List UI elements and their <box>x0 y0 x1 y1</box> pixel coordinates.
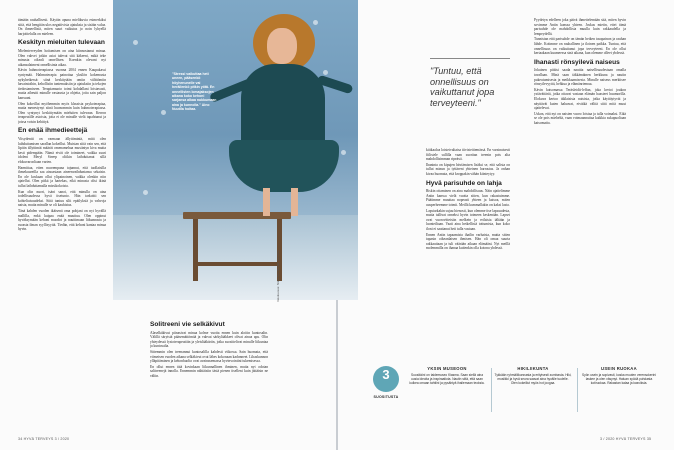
body-paragraph: Ihaninta on kipujen häviämisen lisäksi se, että salista on tullut minun ja tyttäreni yhteinen harrastus. Ja onhan kivaa huomata, että kroppakin vähän kiinteytyy. <box>426 162 510 176</box>
left-column-1 <box>18 18 106 430</box>
right-page-footer: 3 / 2020 HYVÄ TERVEYS 35 <box>600 437 652 441</box>
water-drop <box>341 150 346 155</box>
badge-number: 3 <box>382 367 390 382</box>
recommendation-box <box>494 366 572 414</box>
body-paragraph: Olen kokeillut myöhemmin myös klassista psykoterapiaa, mutta menestynyt siinä huonommin kuin hahmoterapiassa. Olen syntynyt keskittymään mieluiten tulevaan. Kerron terapeutille asioista, joita ei ole minulle vielä tapahtunut ja joissa voisin kehittyä. <box>18 101 106 124</box>
body-paragraph: En ollut ennen tätä kovinkaan liikunnallinen ihminen, mutta nyt odotan salitreenejä innolla. Ennemmin nähtäisiin tästä pienen itselleni kuin jättäisin ne väliin. <box>150 364 268 378</box>
body-paragraph: Viisydentti on varmaan ällyttimintä, mitä olen laihduttamisen sarallan kokeillut. Muistan siitä vain sen, että lipitin ällyttimät määrät omenamehua mustintyn kiva mutta kesti pidempään. Nämä eivät ole toimineet, vaikka suuri idoleni Meryl Streep oliikin laihduttanut sillä elokuvarooliaan varten. <box>18 137 106 165</box>
portrait-photo <box>113 0 358 300</box>
water-drop <box>323 70 328 75</box>
recommendation-box <box>580 366 658 414</box>
heading-ihmedieetit: En enää ihmedieettejä <box>18 127 88 135</box>
box-divider <box>491 368 492 412</box>
body-paragraph: Tunnistan että parisuhde on tämän hetken tasapainon ja rauhan lähde. Kotimme on rauhallinen ja iloinen paikka. Tuntuu, että onnellisuus on vaikuttanut jopa terveyteeni. En ole ollut kertaakaan kuumeessa sinä aikana, kun olemme olleet yhdessä. <box>534 37 626 56</box>
body-paragraph: Ennen Antin tapaamista ihailin varhaista, mutta sitten tapasin oikeanlaisen ihmisen. Hän oli omaa suurta rakkauttaan ja tuli väärään aikaan elämääni. Nyt meillä molemmilla on ihanaa kuitenkin olla kotona yhdessä. <box>426 232 510 251</box>
face <box>267 28 297 64</box>
quote-rule <box>430 58 510 59</box>
bench <box>183 212 291 219</box>
body-paragraph: kiitkaaloa loisteivaltaisa tiivisteitiemässä. En varsinaisesti fiilistele sallilla vaan suoritan treenin pois alta mahdollisimman ripeästi. <box>426 148 510 162</box>
bench-leg <box>193 219 198 281</box>
intro-paragraph: tämään rauhallisesti. Käytän apuna mielikuvia esimerkiksi siitä, että hengitän ulos negatiivisia ajatuksia ja sisään valoa. On ihmeellistä, miten suuri vaikutus jo noin lyhyellä harjoittelulla on mieleen. <box>18 18 106 36</box>
body-paragraph: Harmittaa, etten nuorempana tajunnut, että tuollaisilla ihmekuureilla saa ainoastaan aineenvaihduntansa sekaisin. En ole koskaan ollut ylipainoinen, vaikka olenkin niin ajatellut. Olen pitkä ja hartekas, eikä minusta olisi ikinä tullut laihduttamalla missikokoista. <box>18 165 106 188</box>
water-drop <box>161 110 166 115</box>
heading-naiseus: Ihanasti rönsyilevä naiseus <box>534 58 620 66</box>
dress-skirt <box>229 140 339 192</box>
leg <box>263 188 270 216</box>
photo-floor <box>113 215 358 300</box>
photo-credit: Valokuvaus: Niina Aho Meikki: Jari Aho <box>276 250 280 302</box>
body-paragraph: Mielenterveyden hoitamisen on aina kiinnostanut minua. Olen vahvei jotkin asiat tulevat sitä käkeeni, mikä teke minusta oikeali onnellisen. Koenkin olevani nyt aikansalaimeni onnellisinta aikaa. <box>18 48 106 67</box>
right-column-b <box>534 18 626 348</box>
heading-keskityn: Keskityn mieluiten tulevaan <box>18 39 105 47</box>
box-divider <box>577 368 578 412</box>
body-paragraph: Kävin katsomassa Teräsleidit-leffan, joka kertoi joukon ystävättäriä, jotka ottavat vastaan elämän haasteet huumorilla. Elokuva kertoo täklaisista naisista, jotka käyttäytyvät ja näyttävät kuten haluavat, eivätkä välitä siitä mitä muut ajattelevat. <box>534 87 626 111</box>
body-paragraph: Kävin hahmoterapiassa vuonna 2004 ennen Kaupukassi syntymää. Hahmoterapia painottaa yksilön kokemusta nykyhetkessä: siinä keskitytään omiin välittömiin havaintoihin, kehollisiin tuntemuksiin ja ajatuksiin ja tekojen tiedostamiseen. Terapiamuoto toimi kohdallani loistavasti, mutta aiheutti minulle vastausta ja ohjeita, joita sain paljon kanssani. <box>18 68 106 100</box>
body-paragraph: Jokainen pitäisi saada nauttia naisellisuudestaan omalla tavallaan. Minä saan täkkämäinen herkkuna ja nautin pukeutumisesta ja meikkaamisesta. Minulle naiseus merkitsee rönsyilevyyttä, hehkua ja elämänriemua. <box>534 68 626 87</box>
recommendations-badge <box>373 366 399 392</box>
right-column-a <box>426 148 510 356</box>
water-drop <box>133 40 138 45</box>
body-paragraph: Pyydetyn edelleen joka päivä ihmettelemään sitä, miten hyvin sovimme Antin kanssa yhteen. Joskus mietin, ettei tämä parisuhde ole mahdollista muulla kuin rakkaudella ja lempeydellä. <box>534 18 626 36</box>
heading-solitreeni: Solitreeni vie selkäkivut <box>150 321 225 328</box>
recommendation-text: Syön usein ja sopivasti, koska muuten verensokerini laskee ja olen väsynyt. Haluan syödä puhdasta kotiruokaa. Rakastan kalaa ja kasviksia. <box>582 373 656 385</box>
photo-caption: "Stressi vaikuttaa heti uneen, pääsenkö höyhenunelle vai heräilenkö pitkin yötä. En onnellisten lomajaksojen aikana koko kehoni sarjansa alkaa nukkumaan aina ja kunnolla." Aino Nuutila hoitaa. <box>172 72 217 112</box>
recommendation-text: Tykkään ryhmäliikunnasta ja erityisesti zumbasta. Hiki, musiikki ja hyvä seura saavat aina hyvälle tuulelle. Olen kokeillut myös hot joogaa. <box>494 373 572 385</box>
bench-bar <box>195 262 279 266</box>
recommendation-title: HIKILIIKUNTA <box>517 366 549 371</box>
body-paragraph: Riskin ottaminen on aina mahdollisuus. Näin ajattelimme Antin kanssa vielä vuotta sitten, kun rakastuimme. Päätimme muuttaa nopeasti yhteen ja katsoa, miten uusperheemme toimii. Meillä kummallakin on kaksi lasta. <box>426 189 510 207</box>
body-paragraph: Kun olin nuori, isäni sanoi, että minulla on aina todellisuudessa hyvä itsetunto. Hän tarkoitti sen kohteliaisuudeksi. Siitä tuntuu silti epäilyksiä ja vahvoja naisia, mutta minulle se oli kauhistus. <box>18 189 106 208</box>
leg <box>291 188 298 216</box>
pull-quote: "Tuntuu, että onnellisuus on vaikuttanut jopa terveyteeni." <box>430 66 495 108</box>
water-drop <box>143 190 148 195</box>
recommendation-box <box>408 366 486 414</box>
middle-column <box>150 318 268 430</box>
left-page-footer: 34 HYVÄ TERVEYS 3 / 2020 <box>18 437 70 441</box>
body-paragraph: Uskon, että nyt on naisten vuoro loistaa ja tulla voimaksi. Eikä se ole pois mieheltä, vaan voimaannuttaa kaikkia sukupuoliaan katsomatta. <box>534 111 626 125</box>
body-paragraph: Tänä kahden vuoden ikäisenä oma pohjani on nyt hyvällä mallilla, enkä kaipaa enää muuttua. Olen oppinut hyväksymään kehoni muodot ja nauttimaan liikunnasta ja ruoasta ilman syyllisyyttä. Tiedän, että kehoni kantaa minua hyvin. <box>18 208 106 232</box>
recommendation-title: YKSIN MUSEOON <box>427 366 467 371</box>
body-paragraph: Lapsiarkakin sujuu hienosti, kun olemme itse lapsuudesta, mutta tullivat onneksi hyvin toimeen keskenään. Lapset ovat vuorovitteisiin melkein ja erilaisia iältään ja luonteiltaan. Vaati aina hetkellistä tottumista, kun koko iloni ei saattanut heti tulla vastaan. <box>426 208 510 231</box>
recommendation-title: USEIN RUOKAA <box>601 366 637 371</box>
water-drop <box>313 20 318 25</box>
badge-label: SUOSITUSTA <box>373 395 399 399</box>
recommendation-text: Suosikkini on taidemuseo Kiasma. Saan siellä aina uusia ideoita ja inspiraatiota. Nautin siitä, että saan kulkea omaan tahtiini ja pysähtyä ihailemaan teoksia. <box>409 373 485 385</box>
body-paragraph: Sittemmin olen treenannut kuntosalilla kahdesti viikossa. Sain huomata, että viimeisen vuoden aikana selkäkivut ovat lähes kokonaan kadonneet. Lihaskunnon ylläpitäminen ja kehonhuolto ovat avainasemassa hyvinvointini tukemisessa. <box>150 349 268 364</box>
body-paragraph: Alaselkäkivut piinasivat minua kolme vuotta ennen kuin aloitin kuntosalin. Välillä säryistä pääsemättömää ja vahvat särkylääkkeet olivat ainoa apu. Olin yhteydessä fysioterapeuttiin ja yleislääkäriin, jotka suosittelivat minulle liikuntaa ja kuntosalia. <box>150 330 268 349</box>
heading-parisuhde: Hyvä parisuhde on lahja <box>426 179 502 187</box>
